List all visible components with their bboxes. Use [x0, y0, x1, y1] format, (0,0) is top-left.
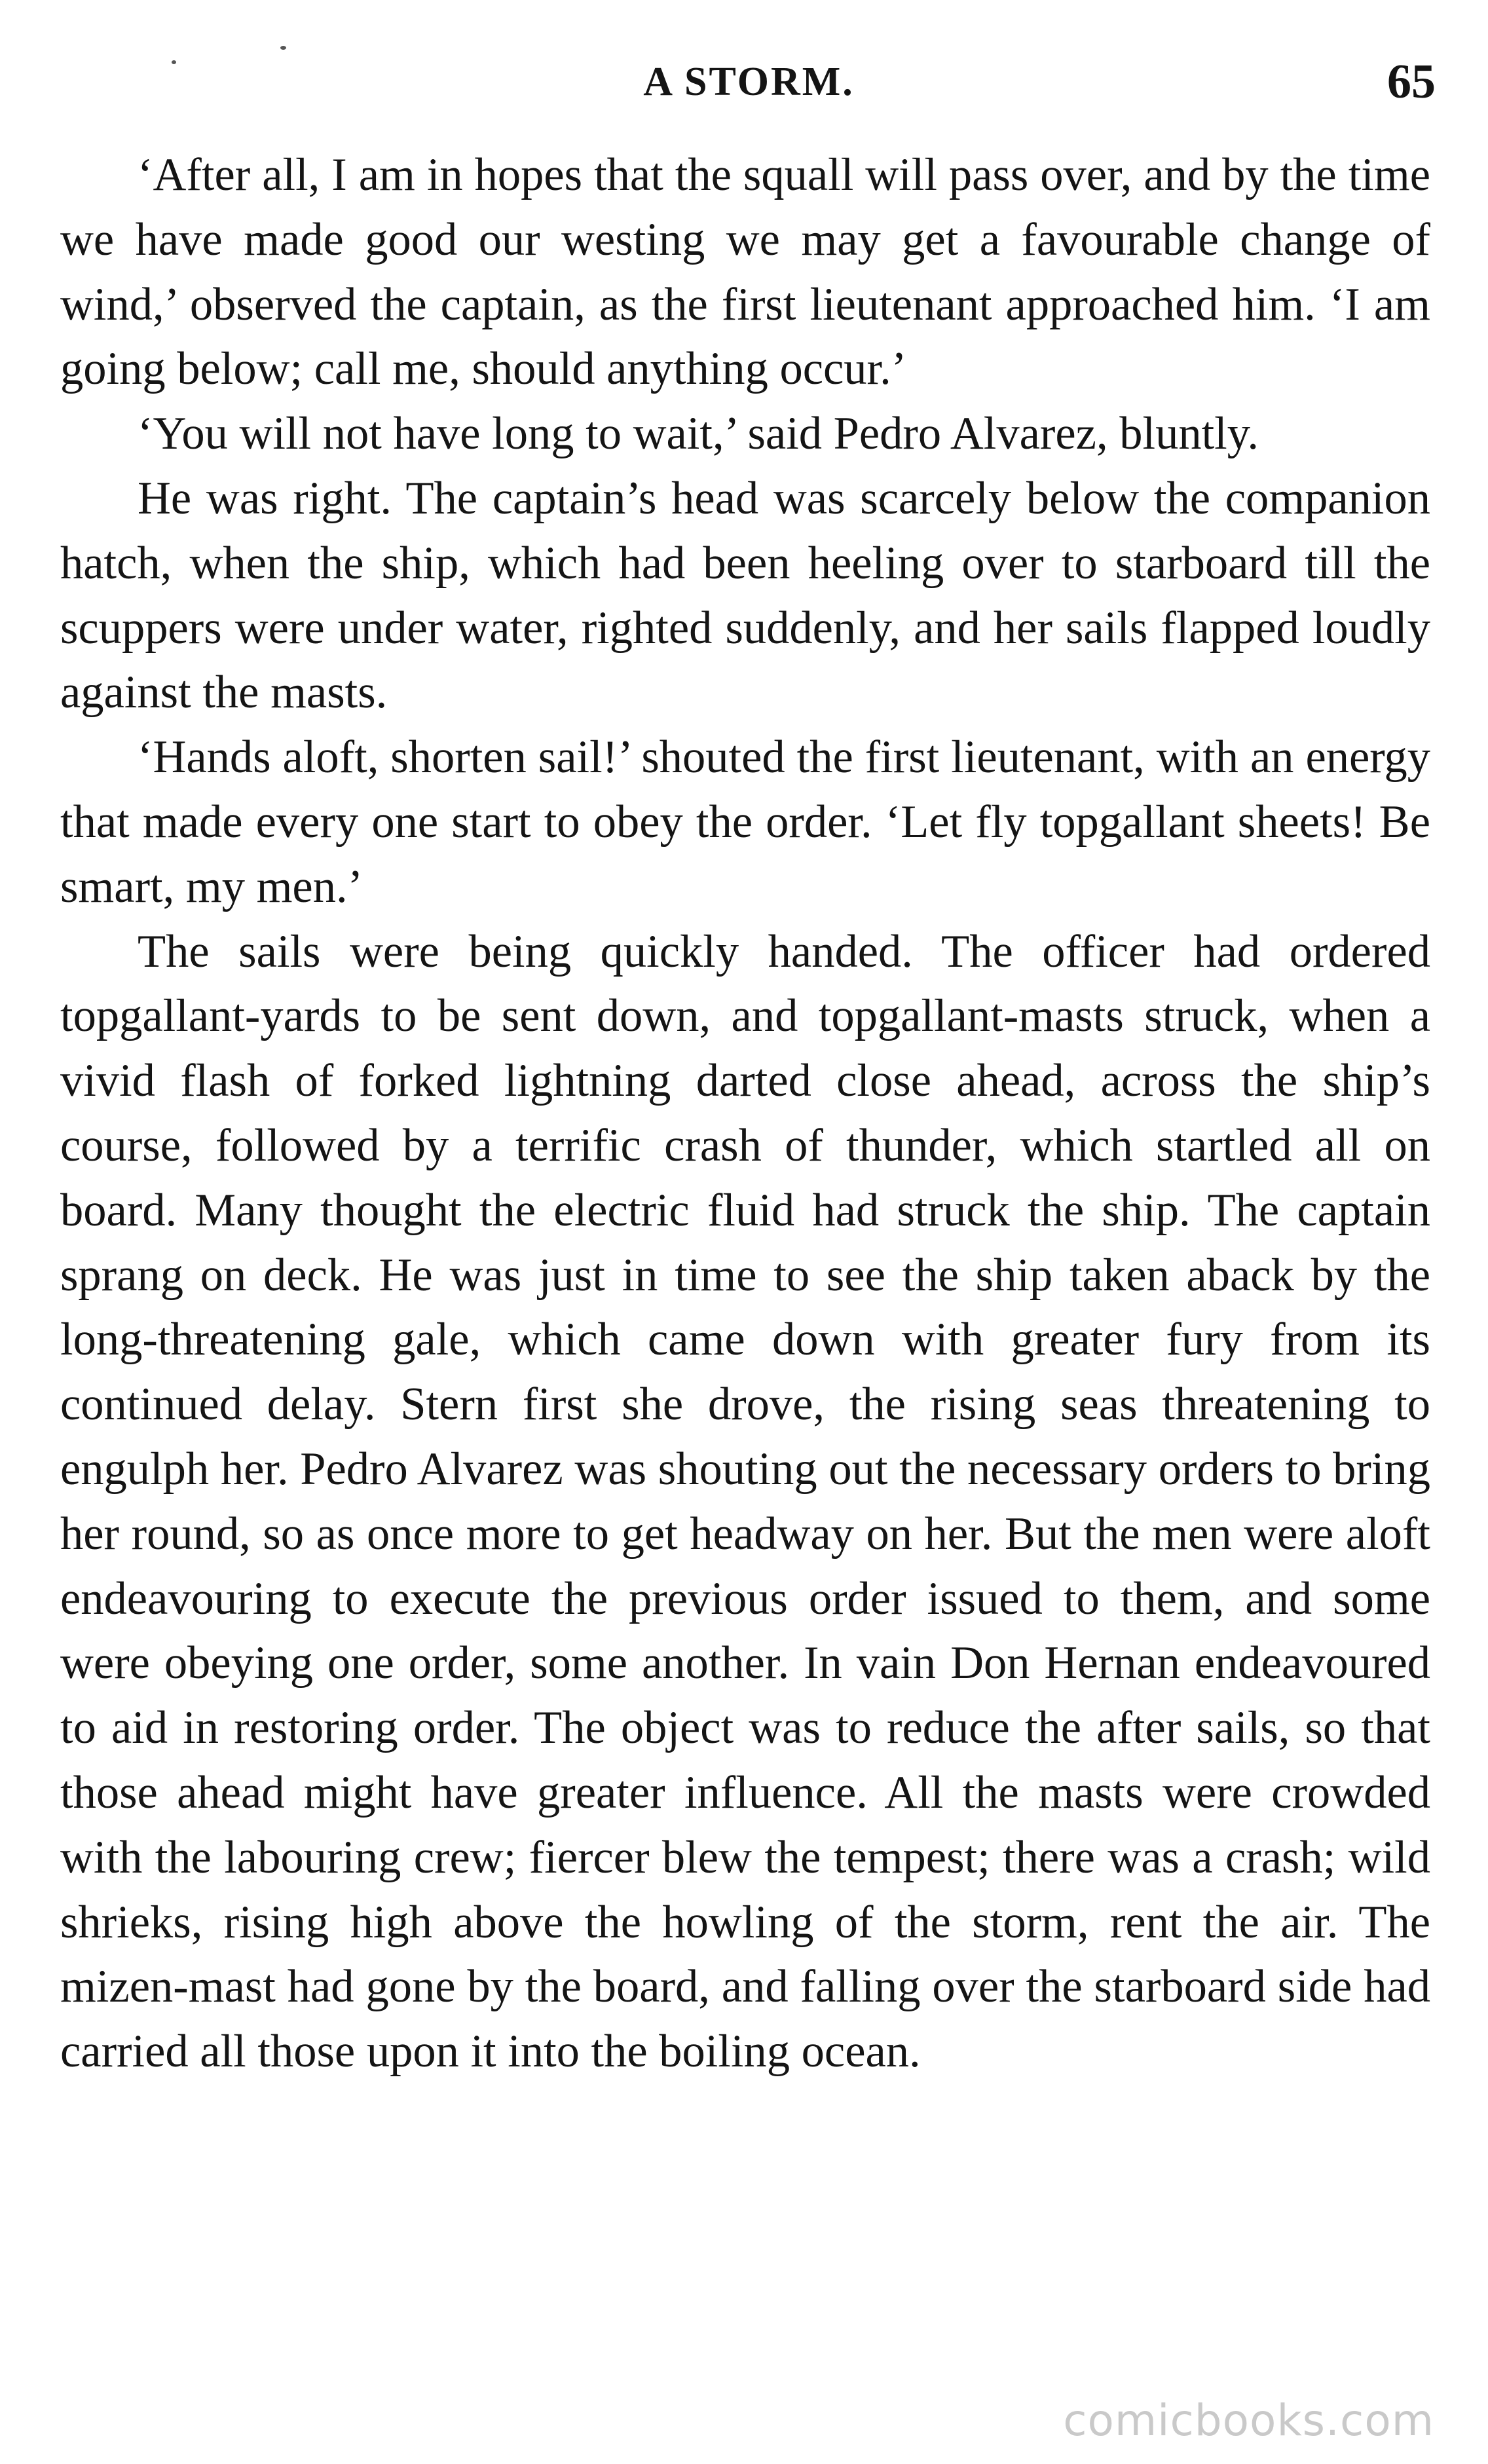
body-text: [60, 143, 1430, 2084]
paragraph: He was right. The captain’s head was scarcely below the companion hatch, when the ship, which had been heeling over to starboard till the scuppers were under water, righted suddenly, and her sails flapped loudly against the masts.: [60, 472, 1430, 719]
running-title: A STORM.: [643, 60, 855, 104]
paragraph: The sails were being quickly handed. The officer had ordered topgallant-yards to be sent down, and topgallant-masts struck, when a vivid flash of forked lightning darted close ahead, across the ship’s course, followed by a terrific crash of thunder, which startled all on board. Many thought the electric fluid had struck the ship. The captain sprang on deck. He was just in time to see the ship taken aback by the long-threatening gale, which came down with greater fury from its continued delay. Stern first she drove, the rising seas threatening to engulph her. Pedro Alvarez was shouting out the necessary orders to bring her round, so as once more to get headway on her. But the men were aloft endeavouring to execute the previous order issued to them, and some were obeying one order, some another. In vain Don Hernan endeavoured to aid in restoring order. The object was to reduce the after sails, so that those ahead might have greater influence. All the masts were crowded with the labouring crew; fiercer blew the tempest; there was a crash; wild shrieks, rising high above the howling of the storm, rent the air. The mizen-mast had gone by the board, and falling over the starboard side had carried all those upon it into the boiling ocean.: [60, 925, 1430, 2078]
page-header: [62, 46, 1436, 118]
paragraph: ‘After all, I am in hopes that the squall will pass over, and by the time we have made good our westing we may get a favourable change of wind,’ observed the captain, as the first lieutenant approached him. ‘I am going below; call me, should anything occur.’: [60, 149, 1430, 395]
page-number: 65: [1387, 55, 1436, 109]
paragraph: ‘You will not have long to wait,’ said Pedro Alvarez, bluntly.: [138, 408, 1259, 460]
paragraph: ‘Hands aloft, shorten sail!’ shouted the first lieutenant, with an energy that made every one start to obey the order. ‘Let fly topgallant sheets! Be smart, my men.’: [60, 732, 1430, 912]
watermark: comicbooks.com: [1063, 2395, 1434, 2446]
